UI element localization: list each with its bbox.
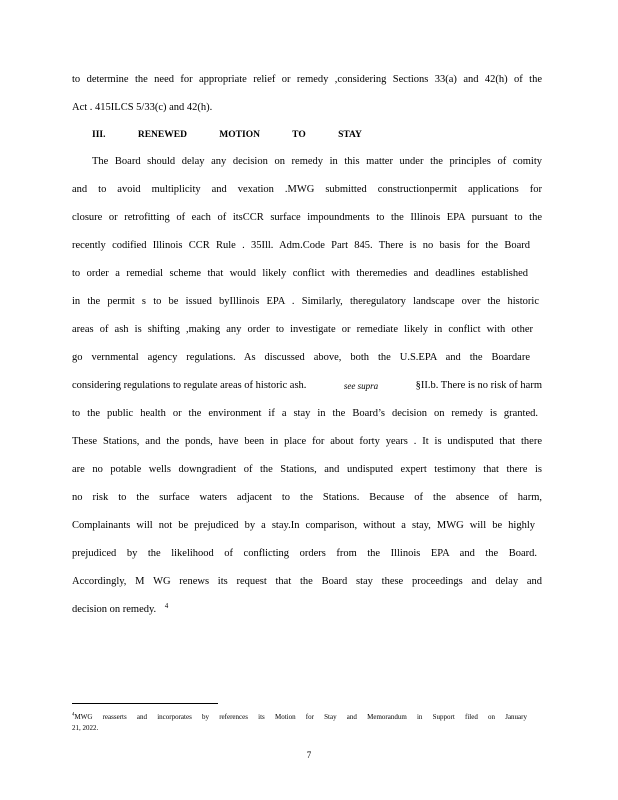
body-line-18: Accordingly, M WG renews its request that the Board stay these proceedings and delay and: [72, 576, 542, 587]
body-line-11-part-b: §II.b. There is no risk of harm: [415, 380, 542, 391]
section-heading: III. RENEWED MOTION TO STAY: [92, 130, 362, 140]
body-line-14: are no potable wells downgradient of the Stations, and undisputed expert testimony that there is: [72, 464, 542, 475]
footnote-line-2: 21, 2022.: [72, 724, 99, 732]
body-line-5: closure or retrofitting of each of itsCCR surface impoundments to the Illinois EPA pursuant to the: [72, 212, 542, 223]
body-line-8: in the permit s to be issued byIllinois EPA . Similarly, theregulatory landscape over the historic: [72, 296, 539, 307]
see-supra-citation: see supra: [343, 381, 379, 391]
body-line-16: Complainants will not be prejudiced by a stay.In comparison, without a stay, MWG will be highly: [72, 520, 535, 531]
footnote-reference-marker: 4: [164, 601, 169, 610]
body-line-11-part-a: considering regulations to regulate areas of historic ash.: [72, 380, 307, 391]
body-line-9: areas of ash is shifting ,making any order to investigate or remediate likely in conflict with other: [72, 324, 533, 335]
body-line-19: [72, 603, 168, 617]
body-line-13: These Stations, and the ponds, have been in place for about forty years . It is undisputed that there: [72, 436, 542, 447]
body-line-6: recently codified Illinois CCR Rule . 35Ill. Adm.Code Part 845. There is no basis for the Board: [72, 240, 530, 251]
footnote-marker: 4: [72, 712, 75, 718]
body-line-12: to the public health or the environment if a stay in the Board’s decision on remedy is granted.: [72, 408, 538, 419]
body-line-4: and to avoid multiplicity and vexation .MWG submitted constructionpermit applications for: [72, 184, 542, 195]
body-line-17: prejudiced by the likelihood of conflicting orders from the Illinois EPA and the Board.: [72, 548, 537, 559]
footnote-line-1: [72, 712, 527, 722]
page-number: 7: [306, 750, 312, 760]
footnote-line-1-text: MWG reasserts and incorporates by references its Motion for Stay and Memorandum in Support filed on January: [74, 713, 527, 721]
body-line-11: [72, 379, 542, 393]
body-line-2: Act . 415ILCS 5/33(c) and 42(h).: [72, 102, 213, 113]
footnote-separator-rule: [72, 703, 218, 704]
body-line-7: to order a remedial scheme that would likely conflict with theremedies and deadlines established: [72, 268, 528, 279]
body-line-10: go vernmental agency regulations. As discussed above, both the U.S.EPA and the Boardare: [72, 352, 530, 363]
body-line-15: no risk to the surface waters adjacent to the Stations. Because of the absence of harm,: [72, 492, 542, 503]
body-line-3: The Board should delay any decision on remedy in this matter under the principles of comity: [92, 156, 542, 167]
body-line-19-text: decision on remedy.: [72, 604, 157, 615]
body-line-1: to determine the need for appropriate relief or remedy ,considering Sections 33(a) and 42(h) of the: [72, 74, 542, 85]
